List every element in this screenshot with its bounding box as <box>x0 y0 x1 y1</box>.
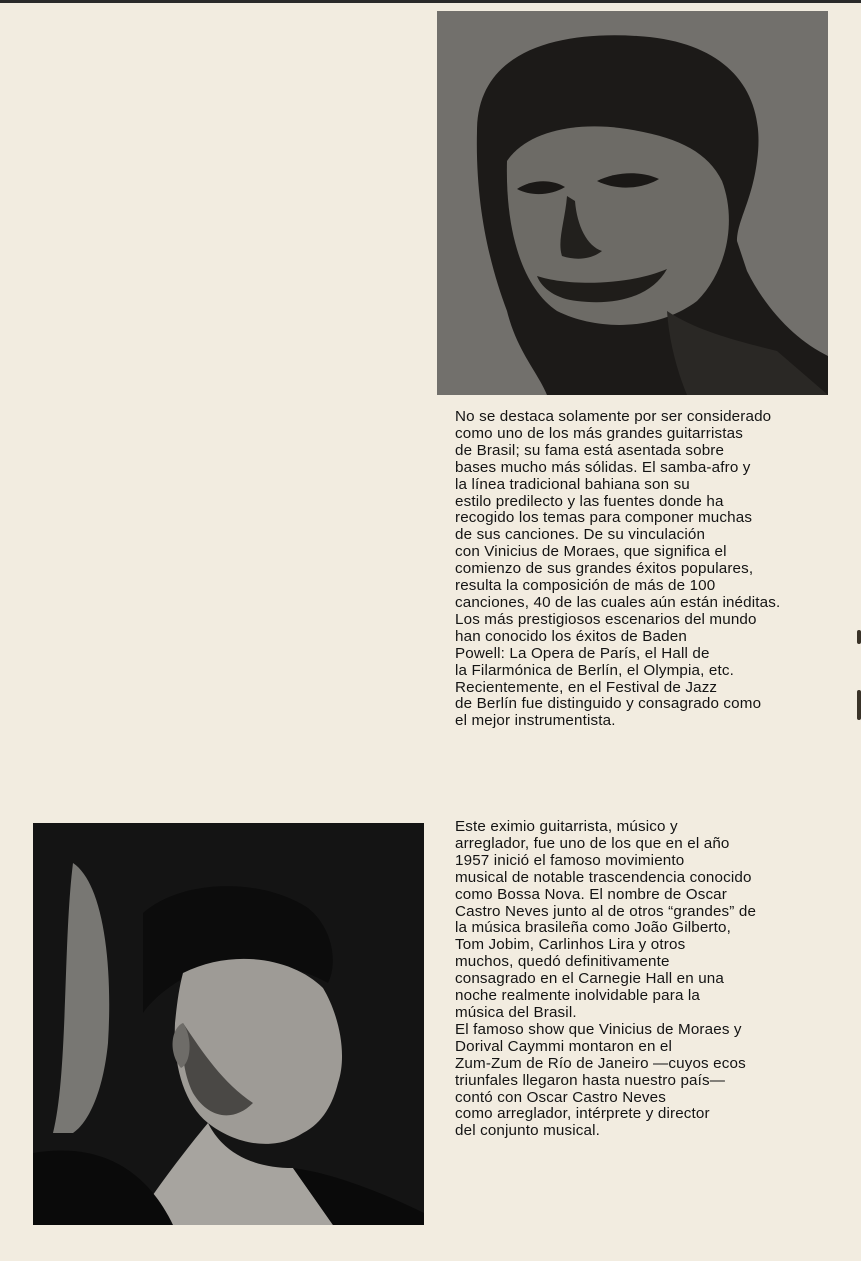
text-line: Dorival Caymmi montaron en el <box>455 1037 673 1055</box>
text-line: de Berlín fue distinguido y consagrado como <box>455 695 762 713</box>
text-line: de Brasil; su fama está asentada sobre <box>455 441 725 459</box>
text-line: No se destaca solamente por ser considerado <box>455 408 772 425</box>
text-line: noche realmente inolvidable para la <box>455 987 701 1005</box>
portrait-photo-top <box>437 11 828 395</box>
text-line: Los más prestigiosos escenarios del mundo <box>455 610 757 628</box>
portrait-bottom-graphic <box>33 823 424 1225</box>
text-line: la música brasileña como João Gilberto, <box>455 919 731 937</box>
text-line: 1957 inició el famoso movimiento <box>455 851 685 869</box>
text-line: Tom Jobim, Carlinhos Lira y otros <box>455 936 686 954</box>
text-line: han conocido los éxitos de Baden <box>455 627 687 645</box>
text-line: Castro Neves junto al de otros “grandes” de <box>455 902 757 920</box>
text-line: resulta la composición de más de 100 <box>455 577 716 595</box>
text-line: la Filarmónica de Berlín, el Olympia, etc. <box>455 661 734 679</box>
text-line: consagrado en el Carnegie Hall en una <box>455 970 724 988</box>
text-line: canciones, 40 de las cuales aún están inéditas. <box>455 593 781 611</box>
text-line: como arreglador, intérprete y director <box>455 1105 710 1123</box>
text-line: de sus canciones. De su vinculación <box>455 526 706 544</box>
article-text-top <box>455 409 855 730</box>
text-line: la línea tradicional bahiana son su <box>455 475 690 493</box>
text-line: Recientemente, en el Festival de Jazz <box>455 678 718 696</box>
text-line: Powell: La Opera de París, el Hall de <box>455 644 710 662</box>
text-line: del conjunto musical. <box>455 1122 600 1140</box>
edge-mark <box>857 690 861 720</box>
text-line: arreglador, fue uno de los que en el año <box>455 834 730 852</box>
text-line: el mejor instrumentista. <box>455 712 616 730</box>
text-line: muchos, quedó definitivamente <box>455 953 670 971</box>
portrait-top-graphic <box>437 11 828 395</box>
text-line: musical de notable trascendencia conocido <box>455 868 752 886</box>
text-line: comienzo de sus grandes éxitos populares, <box>455 560 754 578</box>
text-line: Zum-Zum de Río de Janeiro —cuyos ecos <box>455 1054 746 1072</box>
portrait-photo-bottom <box>33 823 424 1225</box>
text-line: con Vinicius de Moraes, que significa el <box>455 543 727 561</box>
text-line: contó con Oscar Castro Neves <box>455 1088 667 1106</box>
text-line: como Bossa Nova. El nombre de Oscar <box>455 885 727 903</box>
text-line: como uno de los más grandes guitarristas <box>455 424 743 442</box>
text-line: triunfales llegaron hasta nuestro país— <box>455 1071 726 1089</box>
text-line: recogido los temas para componer muchas <box>455 509 753 527</box>
text-line: El famoso show que Vinicius de Moraes y <box>455 1020 742 1038</box>
top-rule <box>0 0 861 3</box>
text-line: música del Brasil. <box>455 1003 577 1021</box>
text-line: estilo predilecto y las fuentes donde ha <box>455 492 724 510</box>
text-line: Este eximio guitarrista, músico y <box>455 818 678 835</box>
text-line: bases mucho más sólidas. El samba-afro y <box>455 458 751 476</box>
edge-mark <box>857 630 861 644</box>
article-text-bottom <box>455 819 855 1140</box>
